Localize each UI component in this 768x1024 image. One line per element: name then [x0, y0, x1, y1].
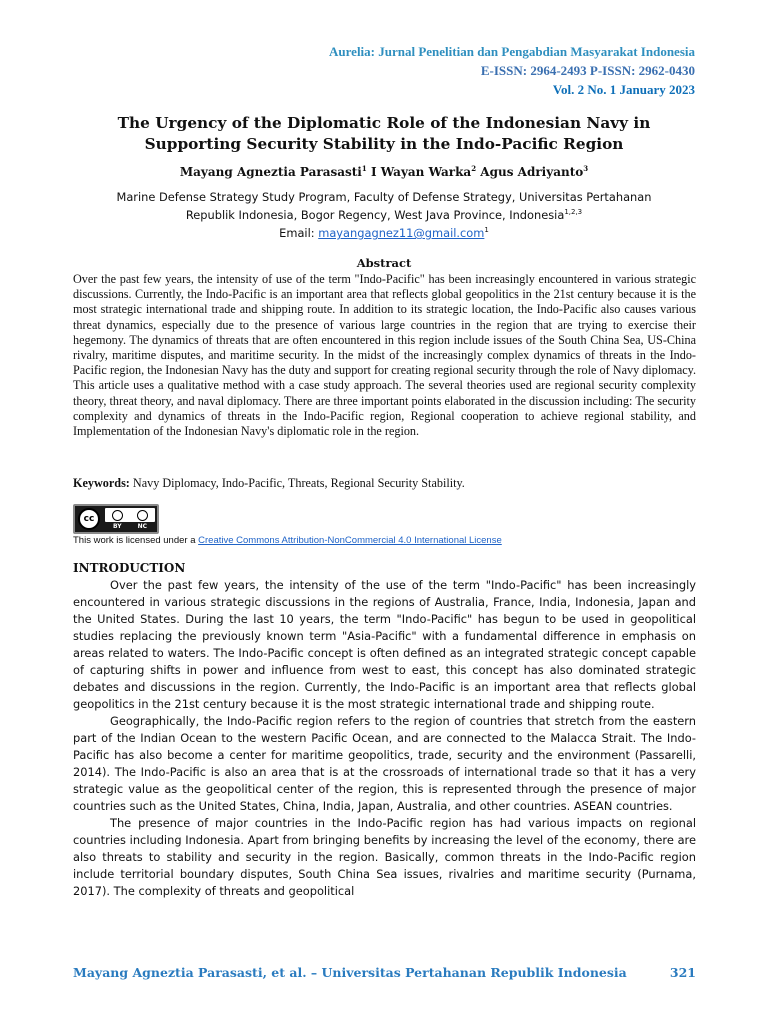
- cc-license-badge[interactable]: [73, 504, 159, 534]
- journal-issn: E-ISSN: 2964-2493 P-ISSN: 2962-0430: [480, 63, 695, 78]
- affiliation: [0, 188, 768, 242]
- author-1: Mayang Agneztia Parasasti: [179, 165, 362, 179]
- email-label: Email:: [279, 226, 315, 240]
- by-person-icon: [112, 510, 123, 521]
- author-2: I Wayan Warka: [370, 165, 472, 179]
- cc-by-nc-icons: [105, 508, 155, 522]
- author-3: Agus Adriyanto: [480, 165, 584, 179]
- license-prefix: This work is licensed under a: [73, 535, 196, 546]
- email-sup: 1: [484, 226, 489, 235]
- footer-authors: Mayang Agneztia Parasasti, et al. – Universitas Pertahanan Republik Indonesia: [73, 965, 627, 980]
- title-line-2: Supporting Security Stability in the Indo-Pacific Region: [144, 135, 624, 153]
- cc-by-label: BY: [112, 523, 122, 530]
- journal-name: Aurelia: Jurnal Penelitian dan Pengabdian Masyarakat Indonesia: [329, 44, 695, 59]
- page-footer: [73, 965, 696, 980]
- license-statement: [73, 535, 502, 546]
- intro-paragraph-1: Over the past few years, the intensity of the use of the term "Indo-Pacific" has been increasingly encountered in various strategic discussions in the regions of Australia, France, India, Indonesia, Japan and the United States. During the last 10 years, the term "Indo-Pacific" has begun to be used in geopolitical studies replacing the previously known term "Asia-Pacific" with a fundamental difference in emphasis on areas related to waters. The Indo-Pacific concept is often defined as an integrated strategic concept capable of capturing shifts in power and influence from west to east, this concept has also dominated strategic debates and discussions in the region. Currently, the Indo-Pacific is an important area that reflects global geopolitics in the 21st century because it is the most strategic international trade and shipping route.: [73, 578, 696, 711]
- keywords: [73, 476, 696, 491]
- introduction-body: [73, 577, 696, 900]
- author-1-sup: 1: [361, 164, 367, 173]
- keywords-list: Navy Diplomacy, Indo-Pacific, Threats, Regional Security Stability.: [132, 476, 465, 490]
- introduction-heading: INTRODUCTION: [73, 561, 186, 575]
- author-2-sup: 2: [471, 164, 477, 173]
- cc-badge-labels: [105, 523, 155, 532]
- author-list: [0, 164, 768, 181]
- license-link[interactable]: Creative Commons Attribution-NonCommercial 4.0 International License: [198, 535, 502, 546]
- abstract-heading: Abstract: [356, 256, 412, 270]
- journal-volume: Vol. 2 No. 1 January 2023: [552, 82, 695, 97]
- page-number: 321: [669, 965, 696, 980]
- keywords-label: Keywords:: [73, 476, 130, 490]
- title-line-1: The Urgency of the Diplomatic Role of the Indonesian Navy in: [117, 114, 651, 132]
- affiliation-sup: 1,2,3: [564, 208, 583, 217]
- intro-paragraph-3: The presence of major countries in the Indo-Pacific region has had various impacts on regional countries including Indonesia. Apart from bringing benefits by increasing the level of the economy, there are also threats to stability and security in the region. Basically, common threats in the Indo-Pacific region include territorial boundary disputes, South China Sea issues, rivalries and maritime security (Purnama, 2017). The complexity of threats and geopolitical: [73, 816, 696, 898]
- intro-paragraph-2: Geographically, the Indo-Pacific region refers to the region of countries that stretch from the eastern part of the Indian Ocean to the western Pacific Ocean, and are connected to the Malacca Strait. The Indo-Pacific has also become a center for maritime geopolitics, trade, security and the environment (Passarelli, 2014). The Indo-Pacific is also an area that is at the crossroads of international trade so that it has a very strategic value as the geopolitical center of the region, this is represented through the presence of major countries such as the United States, China, India, Japan, Australia, and other countries. ASEAN countries.: [73, 714, 696, 813]
- author-3-sup: 3: [583, 164, 589, 173]
- article-title: [0, 113, 768, 155]
- nc-dollar-icon: [137, 510, 148, 521]
- abstract-text: Over the past few years, the intensity of use of the term "Indo-Pacific" has been increasingly encountered in various strategic discussions. Currently, the Indo-Pacific is an important area that reflects global geopolitics in the 21st century because it is the most strategic international trade and shipping route. In addition to its strategic location, the Indo-Pacific also causes various threat dynamics, especially due to the presence of various large countries in the region that are trying to exercise their hegemony. The dynamics of threats that are often encountered in this region include issues of the South China Sea, US-China rivalry, maritime disputes, and maritime security. In the midst of the increasingly complex dynamics of threats in the Indo-Pacific region, the Indonesian Navy has the duty and support for creating regional security through the role of Navy diplomacy. This article uses a qualitative method with a case study approach. The several theories used are regional security complexity theory, threat theory, and naval diplomacy. There are three important points elaborated in the discussion including: The security complexity and dynamics of threats in the Indo-Pacific region, Regional cooperation to achieve regional stability, and Implementation of the Indonesian Navy's diplomatic role in the region.: [73, 272, 696, 439]
- cc-nc-label: NC: [137, 523, 147, 530]
- cc-icon: cc: [78, 508, 100, 530]
- affiliation-line-2: Republik Indonesia, Bogor Regency, West Java Province, Indonesia: [185, 208, 565, 222]
- email-link[interactable]: mayangagnez11@gmail.com: [318, 226, 485, 240]
- journal-header: [329, 42, 695, 99]
- affiliation-line-1: Marine Defense Strategy Study Program, Faculty of Defense Strategy, Universitas Pertahanan: [116, 190, 652, 204]
